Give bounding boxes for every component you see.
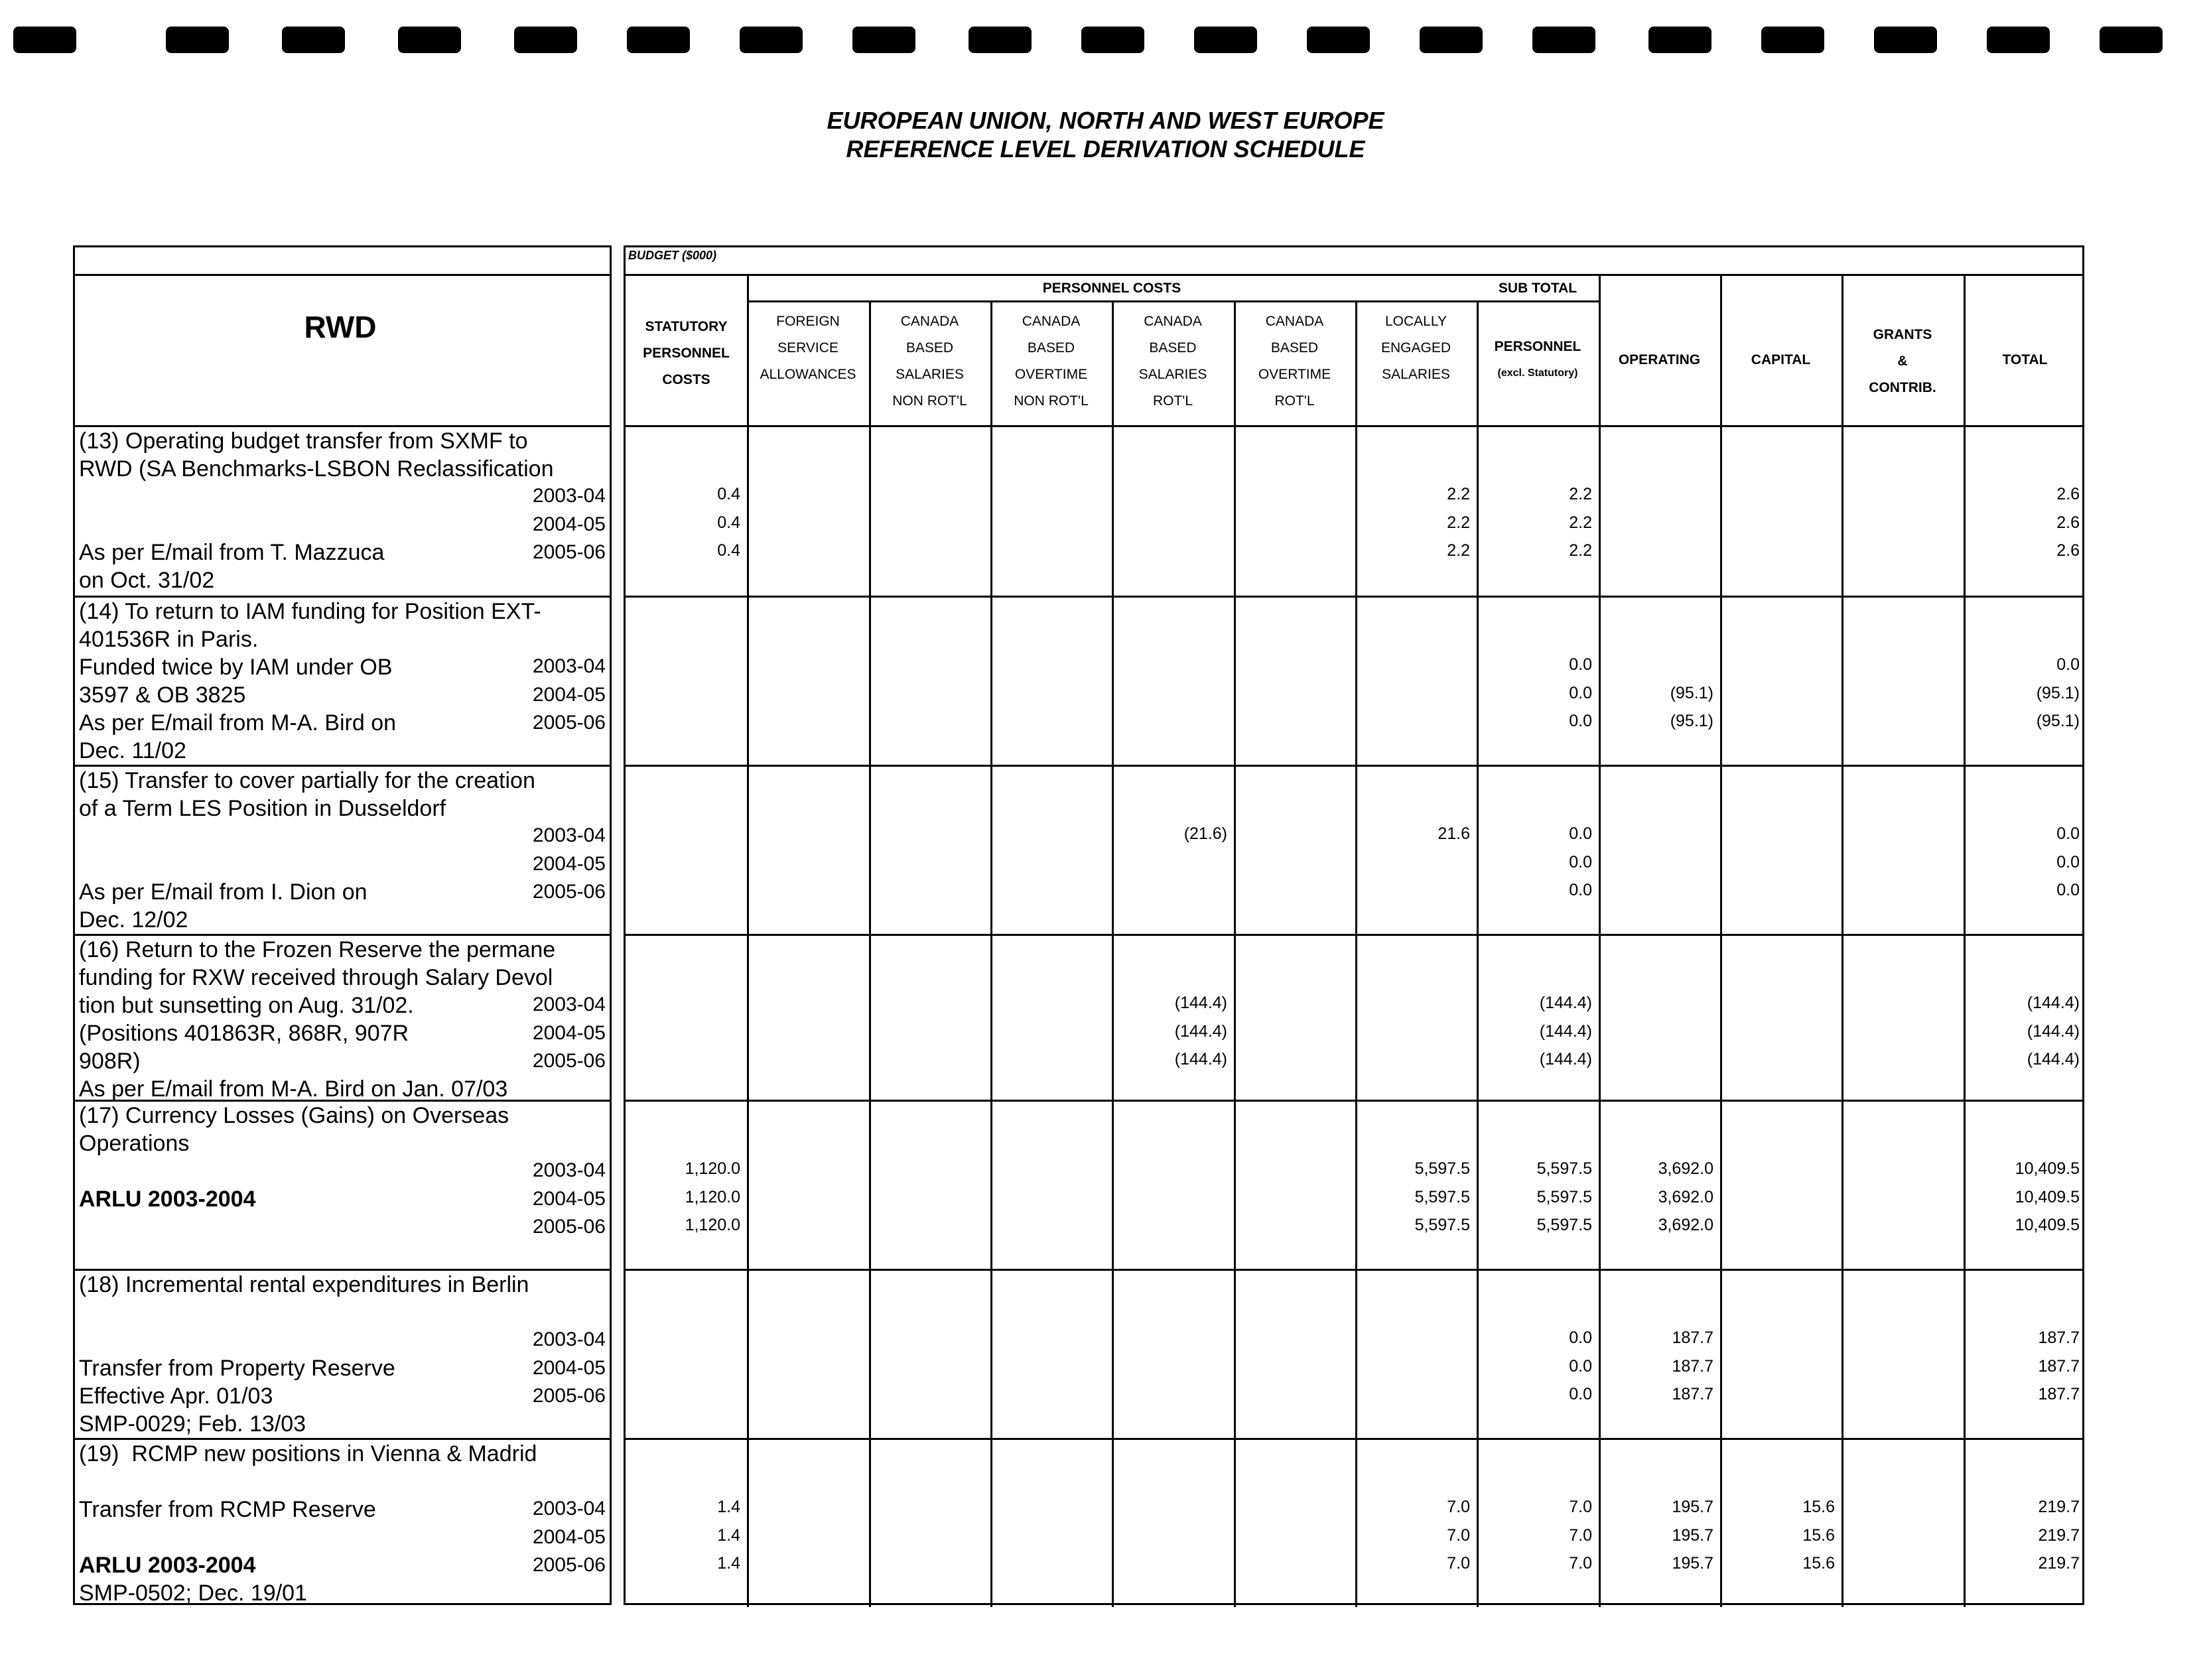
punch-mark bbox=[627, 27, 690, 53]
fiscal-year-label: 2003-04 bbox=[532, 824, 606, 846]
table-cell-les: 7.0 bbox=[1447, 1498, 1470, 1516]
fiscal-year-label: 2003-04 bbox=[532, 1159, 606, 1181]
table-cell-sub: 2.2 bbox=[1569, 513, 1592, 532]
punch-mark bbox=[282, 27, 345, 53]
table-cell-cap: 15.6 bbox=[1802, 1554, 1835, 1573]
table-cell-tot: (95.1) bbox=[2036, 684, 2080, 702]
punch-mark bbox=[1081, 27, 1144, 53]
subtotal-group-header: SUB TOTAL bbox=[1498, 281, 1577, 296]
column-header-cbs_nr: SALARIES bbox=[896, 367, 964, 382]
punch-mark bbox=[1420, 27, 1483, 53]
description-line: tion but sunsetting on Aug. 31/02. bbox=[79, 993, 414, 1018]
table-column-rule bbox=[990, 300, 992, 1607]
punch-mark bbox=[1761, 27, 1824, 53]
table-cell-op: 3,692.0 bbox=[1658, 1159, 1713, 1178]
table-cell-tot: 187.7 bbox=[2038, 1328, 2080, 1347]
fiscal-year-label: 2003-04 bbox=[532, 655, 606, 677]
description-line: ARLU 2003-2004 bbox=[79, 1187, 256, 1212]
punch-mark bbox=[514, 27, 577, 53]
fiscal-year-label: 2005-06 bbox=[532, 541, 606, 563]
punch-mark bbox=[1648, 27, 1711, 53]
table-cell-op: 187.7 bbox=[1672, 1357, 1713, 1376]
punch-mark bbox=[1532, 27, 1595, 53]
table-cell-stat: 1.4 bbox=[717, 1526, 740, 1545]
description-section bbox=[75, 1269, 610, 1438]
description-line: As per E/mail from T. Mazzuca bbox=[79, 540, 385, 565]
fiscal-year-label: 2005-06 bbox=[532, 1050, 606, 1072]
column-header-cbs_nr: BASED bbox=[905, 340, 954, 355]
table-cell-tot: (144.4) bbox=[2027, 1022, 2080, 1041]
column-header-cbs_r: SALARIES bbox=[1138, 367, 1207, 382]
table-rule bbox=[626, 274, 2082, 276]
column-header-cbs_r: BASED bbox=[1149, 340, 1197, 355]
table-cell-op: 195.7 bbox=[1672, 1526, 1713, 1545]
column-header-cbs_r: CANADA bbox=[1144, 314, 1202, 329]
description-line: As per E/mail from M-A. Bird on Jan. 07/03 bbox=[79, 1076, 508, 1102]
table-cell-sub: (144.4) bbox=[1539, 1022, 1592, 1041]
budget-label: BUDGET ($000) bbox=[628, 249, 717, 262]
punch-mark bbox=[166, 27, 229, 53]
table-cell-les: 2.2 bbox=[1447, 485, 1470, 503]
table-cell-op: 195.7 bbox=[1672, 1498, 1713, 1516]
table-cell-tot: 0.0 bbox=[2056, 881, 2080, 899]
punch-mark bbox=[1874, 27, 1937, 53]
table-cell-les: 7.0 bbox=[1447, 1554, 1470, 1573]
table-cell-op: (95.1) bbox=[1670, 712, 1713, 730]
table-cell-op: 195.7 bbox=[1672, 1554, 1713, 1573]
column-header-cbs_r: ROT'L bbox=[1152, 393, 1193, 409]
column-header-cbs_nr: CANADA bbox=[900, 314, 959, 329]
column-header-cbs_nr: NON ROT'L bbox=[892, 393, 967, 409]
description-line: (13) Operating budget transfer from SXMF to bbox=[79, 428, 528, 454]
fiscal-year-label: 2004-05 bbox=[532, 1022, 606, 1044]
table-cell-cap: 15.6 bbox=[1802, 1498, 1835, 1516]
table-cell-stat: 0.4 bbox=[717, 485, 740, 503]
table-cell-op: 187.7 bbox=[1672, 1328, 1713, 1347]
column-header-fsa: ALLOWANCES bbox=[760, 367, 856, 382]
personnel-costs-group-header: PERSONNEL COSTS bbox=[1042, 281, 1181, 296]
table-cell-cbs_r: (144.4) bbox=[1174, 1050, 1227, 1068]
description-line: (19) RCMP new positions in Vienna & Madrid bbox=[79, 1441, 537, 1466]
column-header-cbo_r: BASED bbox=[1270, 340, 1319, 355]
page-title-line2: REFERENCE LEVEL DERIVATION SCHEDULE bbox=[846, 135, 1365, 162]
column-header-cbo_nr: CANADA bbox=[1022, 314, 1081, 329]
punch-mark bbox=[2100, 27, 2163, 53]
description-section bbox=[75, 1100, 610, 1269]
table-cell-op: (95.1) bbox=[1670, 684, 1713, 702]
description-line: As per E/mail from I. Dion on bbox=[79, 879, 368, 905]
fiscal-year-label: 2005-06 bbox=[532, 712, 606, 734]
fiscal-year-label: 2004-05 bbox=[532, 1526, 606, 1548]
description-top-cell bbox=[75, 247, 610, 276]
punch-mark bbox=[1987, 27, 2050, 53]
punch-mark bbox=[398, 27, 461, 53]
fiscal-year-label: 2005-06 bbox=[532, 1554, 606, 1576]
description-line: SMP-0502; Dec. 19/01 bbox=[79, 1581, 307, 1606]
table-rule bbox=[626, 1269, 2082, 1271]
table-cell-sub: 5,597.5 bbox=[1536, 1188, 1592, 1206]
table-cell-stat: 1,120.0 bbox=[685, 1216, 740, 1234]
description-line: Transfer from Property Reserve bbox=[79, 1356, 395, 1381]
description-line: SMP-0029; Feb. 13/03 bbox=[79, 1411, 306, 1437]
column-header-sub: (excl. Statutory) bbox=[1497, 367, 1578, 379]
table-cell-cbs_r: (21.6) bbox=[1183, 824, 1227, 843]
table-cell-op: 3,692.0 bbox=[1658, 1188, 1713, 1206]
table-cell-stat: 0.4 bbox=[717, 541, 740, 560]
fiscal-year-label: 2003-04 bbox=[532, 485, 606, 507]
table-cell-les: 2.2 bbox=[1447, 513, 1470, 532]
table-cell-sub: 0.0 bbox=[1569, 853, 1592, 872]
table-cell-les: 2.2 bbox=[1447, 541, 1470, 560]
description-section bbox=[75, 1438, 610, 1607]
column-header-sub: PERSONNEL bbox=[1494, 339, 1581, 354]
table-cell-tot: 2.6 bbox=[2056, 541, 2080, 560]
table-column-rule bbox=[1720, 274, 1722, 1607]
column-header-cbo_nr: BASED bbox=[1027, 340, 1075, 355]
fiscal-year-label: 2003-04 bbox=[532, 1328, 606, 1350]
table-cell-sub: (144.4) bbox=[1539, 1050, 1592, 1068]
table-rule bbox=[626, 934, 2082, 936]
column-header-gc: CONTRIB. bbox=[1869, 380, 1936, 395]
table-cell-tot: 0.0 bbox=[2056, 824, 2080, 843]
description-section bbox=[75, 596, 610, 765]
table-cell-sub: 7.0 bbox=[1569, 1526, 1592, 1545]
table-rule bbox=[747, 300, 1599, 302]
table-cell-sub: 2.2 bbox=[1569, 541, 1592, 560]
description-line: Operations bbox=[79, 1131, 190, 1156]
table-column-rule bbox=[1842, 274, 1843, 1607]
table-cell-sub: 0.0 bbox=[1569, 1357, 1592, 1376]
table-cell-sub: 7.0 bbox=[1569, 1554, 1592, 1573]
fiscal-year-label: 2004-05 bbox=[532, 684, 606, 706]
table-cell-stat: 1.4 bbox=[717, 1554, 740, 1573]
budget-table bbox=[624, 245, 2084, 1605]
fiscal-year-label: 2004-05 bbox=[532, 853, 606, 875]
table-cell-les: 7.0 bbox=[1447, 1526, 1470, 1545]
table-cell-sub: 5,597.5 bbox=[1536, 1216, 1592, 1234]
description-line: (16) Return to the Frozen Reserve the permane bbox=[79, 937, 556, 962]
description-line: on Oct. 31/02 bbox=[79, 568, 215, 593]
description-line: (15) Transfer to cover partially for the creation bbox=[79, 768, 535, 793]
table-column-rule bbox=[869, 300, 871, 1607]
table-cell-sub: 5,597.5 bbox=[1536, 1159, 1592, 1178]
fiscal-year-label: 2005-06 bbox=[532, 881, 606, 903]
description-line: (17) Currency Losses (Gains) on Overseas bbox=[79, 1103, 509, 1128]
column-header-stat: STATUTORY bbox=[645, 319, 728, 334]
column-header-cbo_nr: NON ROT'L bbox=[1014, 393, 1089, 409]
fiscal-year-label: 2003-04 bbox=[532, 1498, 606, 1519]
column-header-stat: PERSONNEL bbox=[643, 346, 730, 361]
punch-mark bbox=[1194, 27, 1257, 53]
table-cell-sub: 0.0 bbox=[1569, 712, 1592, 730]
table-cell-tot: 10,409.5 bbox=[2015, 1159, 2080, 1178]
column-header-stat: COSTS bbox=[662, 372, 710, 387]
table-cell-tot: (144.4) bbox=[2027, 994, 2080, 1012]
table-rule bbox=[626, 1438, 2082, 1440]
column-header-cap: CAPITAL bbox=[1751, 352, 1811, 367]
table-cell-tot: (95.1) bbox=[2036, 712, 2080, 730]
description-line: Dec. 11/02 bbox=[79, 738, 186, 763]
table-cell-tot: (144.4) bbox=[2027, 1050, 2080, 1068]
fiscal-year-label: 2004-05 bbox=[532, 1357, 606, 1379]
table-cell-sub: 0.0 bbox=[1569, 1385, 1592, 1403]
table-cell-les: 5,597.5 bbox=[1414, 1188, 1470, 1206]
column-header-cbo_r: ROT'L bbox=[1274, 393, 1315, 409]
punch-mark bbox=[1307, 27, 1370, 53]
table-rule bbox=[626, 765, 2082, 767]
column-header-cbo_r: OVERTIME bbox=[1258, 367, 1331, 382]
table-cell-tot: 187.7 bbox=[2038, 1357, 2080, 1376]
rwd-header: RWD bbox=[304, 310, 377, 344]
punch-mark bbox=[13, 27, 76, 53]
description-section bbox=[75, 765, 610, 934]
column-header-gc: GRANTS bbox=[1873, 327, 1932, 342]
table-cell-tot: 2.6 bbox=[2056, 485, 2080, 503]
fiscal-year-label: 2005-06 bbox=[532, 1216, 606, 1238]
description-line: funding for RXW received through Salary Devol bbox=[79, 965, 553, 990]
table-cell-op: 3,692.0 bbox=[1658, 1216, 1713, 1234]
table-column-rule bbox=[1234, 300, 1236, 1607]
column-header-tot: TOTAL bbox=[2002, 352, 2048, 367]
punch-mark bbox=[969, 27, 1032, 53]
column-header-gc: & bbox=[1897, 354, 1908, 369]
table-cell-op: 187.7 bbox=[1672, 1385, 1713, 1403]
table-cell-tot: 219.7 bbox=[2038, 1554, 2080, 1573]
table-cell-sub: (144.4) bbox=[1539, 994, 1592, 1012]
table-cell-stat: 1,120.0 bbox=[685, 1188, 740, 1206]
description-line: RWD (SA Benchmarks-LSBON Reclassification bbox=[79, 456, 554, 482]
description-section bbox=[75, 425, 610, 596]
table-cell-tot: 10,409.5 bbox=[2015, 1216, 2080, 1234]
table-column-rule bbox=[747, 274, 749, 1607]
table-cell-cbs_r: (144.4) bbox=[1174, 1022, 1227, 1041]
table-cell-stat: 0.4 bbox=[717, 513, 740, 532]
table-cell-tot: 0.0 bbox=[2056, 655, 2080, 674]
table-cell-sub: 0.0 bbox=[1569, 655, 1592, 674]
description-line: (14) To return to IAM funding for Position EXT- bbox=[79, 599, 541, 624]
table-cell-sub: 0.0 bbox=[1569, 824, 1592, 843]
description-line: 401536R in Paris. bbox=[79, 627, 259, 652]
table-cell-tot: 187.7 bbox=[2038, 1385, 2080, 1403]
table-rule bbox=[626, 425, 2082, 427]
table-cell-sub: 0.0 bbox=[1569, 1328, 1592, 1347]
table-cell-sub: 2.2 bbox=[1569, 485, 1592, 503]
fiscal-year-label: 2005-06 bbox=[532, 1385, 606, 1407]
description-line: Transfer from RCMP Reserve bbox=[79, 1497, 376, 1522]
description-line: 908R) bbox=[79, 1049, 141, 1074]
fiscal-year-label: 2004-05 bbox=[532, 513, 606, 535]
table-cell-sub: 7.0 bbox=[1569, 1498, 1592, 1516]
table-cell-tot: 0.0 bbox=[2056, 853, 2080, 872]
fiscal-year-label: 2003-04 bbox=[532, 994, 606, 1015]
table-cell-les: 21.6 bbox=[1438, 824, 1470, 843]
table-cell-stat: 1.4 bbox=[717, 1498, 740, 1516]
description-line: 3597 & OB 3825 bbox=[79, 682, 246, 708]
description-line: ARLU 2003-2004 bbox=[79, 1553, 256, 1578]
column-header-les: SALARIES bbox=[1382, 367, 1450, 382]
table-cell-stat: 1,120.0 bbox=[685, 1159, 740, 1178]
table-rule bbox=[626, 596, 2082, 598]
table-cell-les: 5,597.5 bbox=[1414, 1159, 1470, 1178]
table-cell-tot: 219.7 bbox=[2038, 1526, 2080, 1545]
table-cell-sub: 0.0 bbox=[1569, 881, 1592, 899]
table-cell-cbs_r: (144.4) bbox=[1174, 994, 1227, 1012]
table-cell-tot: 219.7 bbox=[2038, 1498, 2080, 1516]
description-line: of a Term LES Position in Dusseldorf bbox=[79, 796, 446, 821]
table-column-rule bbox=[1112, 300, 1114, 1607]
page-title-line1: EUROPEAN UNION, NORTH AND WEST EUROPE bbox=[827, 107, 1384, 134]
table-rule bbox=[626, 1100, 2082, 1102]
description-section bbox=[75, 934, 610, 1100]
table-cell-sub: 0.0 bbox=[1569, 684, 1592, 702]
column-header-op: OPERATING bbox=[1618, 352, 1701, 367]
description-line: As per E/mail from M-A. Bird on bbox=[79, 710, 397, 736]
column-header-cbo_nr: OVERTIME bbox=[1014, 367, 1088, 382]
table-cell-tot: 10,409.5 bbox=[2015, 1188, 2080, 1206]
column-header-cbo_r: CANADA bbox=[1265, 314, 1324, 329]
column-header-fsa: SERVICE bbox=[777, 340, 838, 355]
description-line: Dec. 12/02 bbox=[79, 907, 188, 933]
table-cell-tot: 2.6 bbox=[2056, 513, 2080, 532]
punch-mark bbox=[852, 27, 915, 53]
fiscal-year-label: 2004-05 bbox=[532, 1188, 606, 1210]
description-line: Effective Apr. 01/03 bbox=[79, 1384, 273, 1409]
description-column bbox=[73, 245, 612, 1605]
table-cell-cap: 15.6 bbox=[1802, 1526, 1835, 1545]
column-header-les: ENGAGED bbox=[1380, 340, 1451, 355]
description-line: (18) Incremental rental expenditures in Berlin bbox=[79, 1272, 529, 1297]
table-cell-les: 5,597.5 bbox=[1414, 1216, 1470, 1234]
description-line: Funded twice by IAM under OB bbox=[79, 655, 393, 680]
punch-mark bbox=[740, 27, 803, 53]
description-line: (Positions 401863R, 868R, 907R bbox=[79, 1021, 409, 1046]
column-header-les: LOCALLY bbox=[1385, 314, 1447, 329]
column-header-fsa: FOREIGN bbox=[776, 314, 840, 329]
